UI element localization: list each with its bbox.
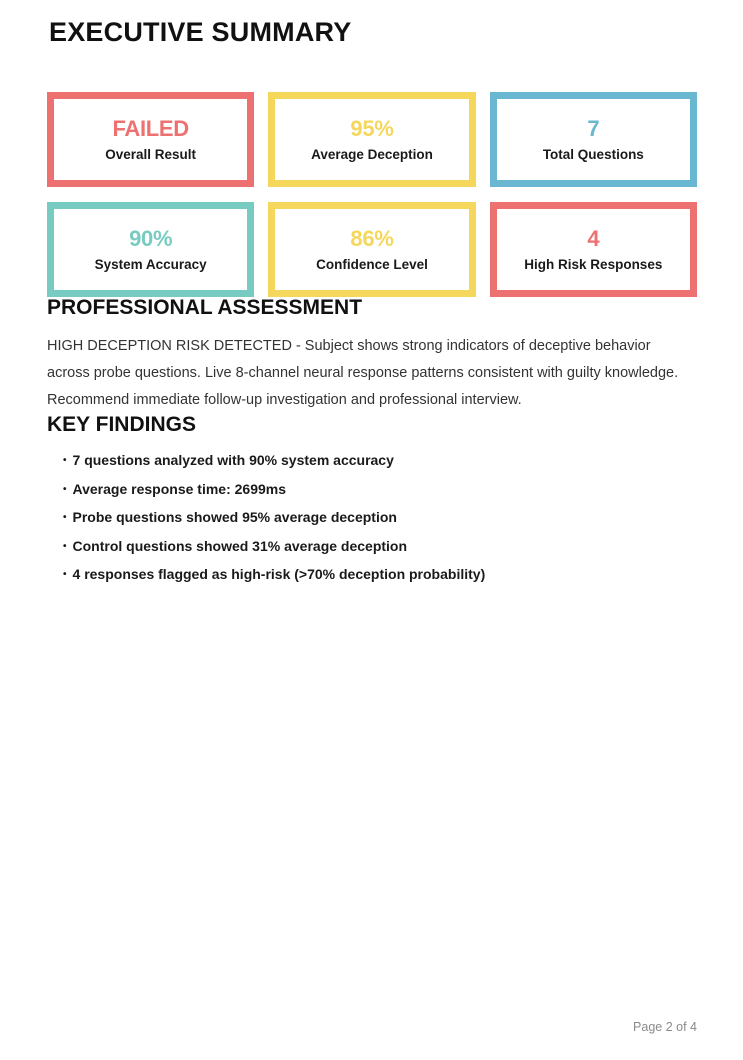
- finding-text: 7 questions analyzed with 90% system accuracy: [72, 452, 394, 468]
- finding-text: Average response time: 2699ms: [72, 480, 286, 497]
- finding-item: [63, 453, 697, 468]
- summary-metric-grid: [47, 92, 697, 297]
- key-findings-heading: KEY FINDINGS: [47, 413, 196, 436]
- finding-text: Control questions showed 31% average deception: [72, 537, 408, 554]
- bullet-icon: •: [63, 455, 67, 466]
- metric-label: Total Questions: [542, 146, 644, 162]
- metric-card-confidence-level: [268, 202, 475, 297]
- bullet-icon: •: [63, 569, 67, 580]
- metric-value: 4: [587, 225, 600, 251]
- assessment-heading: PROFESSIONAL ASSESSMENT: [47, 296, 363, 319]
- metric-label: High Risk Responses: [524, 256, 663, 272]
- bullet-icon: •: [63, 483, 67, 495]
- metric-label: Average Deception: [311, 146, 433, 162]
- metric-card-system-accuracy: [47, 202, 254, 297]
- metric-label: Confidence Level: [316, 256, 428, 272]
- metric-value: FAILED: [112, 115, 189, 141]
- metric-value: 7: [587, 115, 600, 141]
- bullet-icon: •: [63, 540, 67, 552]
- key-findings-list: [47, 453, 697, 582]
- metric-label: Overall Result: [105, 146, 197, 162]
- page-title: EXECUTIVE SUMMARY: [49, 17, 352, 47]
- metric-value: 90%: [129, 225, 173, 251]
- report-page: [0, 16, 743, 1060]
- key-findings-section: [47, 414, 697, 582]
- metric-card-total-questions: [490, 92, 697, 187]
- assessment-body-text: HIGH DECEPTION RISK DETECTED - Subject shows strong indicators of deceptive behavior across probe questions. Live 8-channel neural response patterns consistent with guilty knowledge. Recommend immediate follow-up investigation and professional interview.: [47, 338, 679, 408]
- metric-card-overall-result: [47, 92, 254, 187]
- finding-item: [63, 539, 697, 554]
- professional-assessment-section: [47, 297, 697, 414]
- finding-item: [63, 482, 697, 497]
- metric-label: System Accuracy: [94, 256, 207, 272]
- metric-value: 86%: [350, 225, 394, 251]
- finding-text: Probe questions showed 95% average deception: [72, 509, 397, 525]
- finding-item: [63, 510, 697, 525]
- metric-value: 95%: [350, 115, 394, 141]
- finding-item: [63, 567, 697, 582]
- metric-card-average-deception: [268, 92, 475, 187]
- finding-text: 4 responses flagged as high-risk (>70% deception probability): [72, 566, 486, 582]
- page-number: Page 2 of 4: [633, 1020, 697, 1034]
- bullet-icon: •: [63, 512, 67, 523]
- metric-card-high-risk-responses: [490, 202, 697, 297]
